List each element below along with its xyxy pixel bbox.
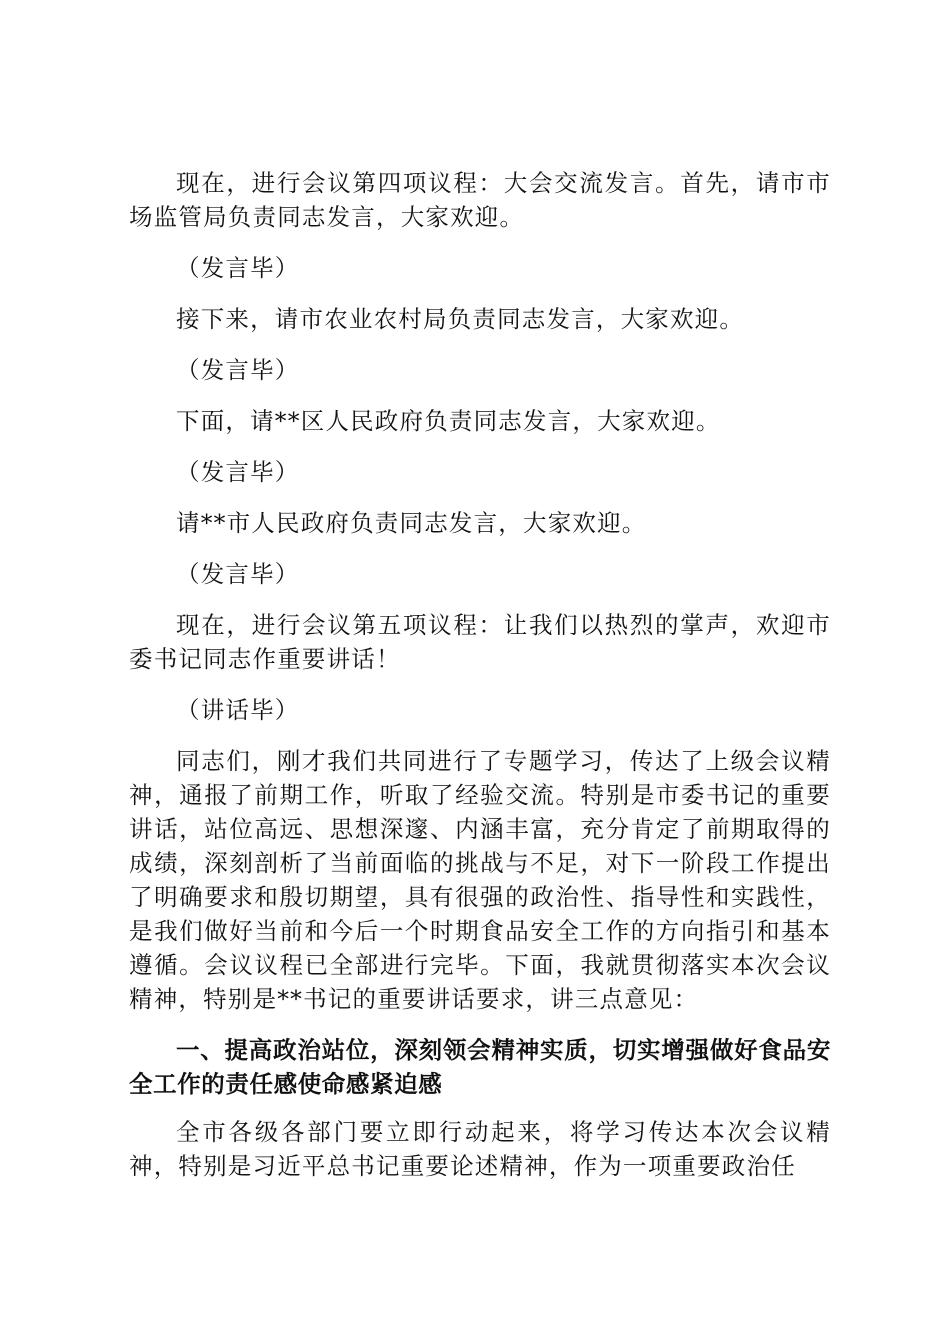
paragraph-agenda-five: 现在，进行会议第五项议程：让我们以热烈的掌声，欢迎市委书记同志作重要讲话！ bbox=[129, 611, 831, 673]
paragraph-summary: 同志们，刚才我们共同进行了专题学习，传达了上级会议精神，通报了前期工作，听取了经验交流。特别是市委书记的重要讲话，站位高远、思想深邃、内涵丰富，充分肯定了前期取得的成绩，深刻剖析了当前面临的挑战与不足，对下一阶段工作提出了明确要求和殷切期望，具有很强的政治性、指导性和实践性，是我们做好当前和今后一个时期食品安全工作的方向指引和基本遵循。会议议程已全部进行完毕。下面，我就贯彻落实本次会议精神，特别是**书记的重要讲话要求，讲三点意见： bbox=[129, 747, 831, 1013]
paragraph-speech-end-3: （发言毕） bbox=[176, 458, 300, 486]
paragraph-speech-end-2: （发言毕） bbox=[176, 356, 300, 384]
paragraph-city-government: 请**市人民政府负责同志发言，大家欢迎。 bbox=[176, 509, 647, 537]
paragraph-district-government: 下面，请**区人民政府负责同志发言，大家欢迎。 bbox=[176, 407, 721, 435]
paragraph-agriculture-bureau: 接下来，请市农业农村局负责同志发言，大家欢迎。 bbox=[176, 305, 745, 333]
paragraph-agenda-four: 现在，进行会议第四项议程：大会交流发言。首先，请市市场监管局负责同志发言，大家欢迎。 bbox=[129, 169, 831, 231]
paragraph-speech-end-1: （发言毕） bbox=[176, 254, 300, 282]
paragraph-talk-end: （讲话毕） bbox=[176, 696, 300, 724]
section-heading-one: 一、提高政治站位，深刻领会精神实质，切实增强做好食品安全工作的责任感使命感紧迫感 bbox=[129, 1036, 831, 1098]
paragraph-section-one-body: 全市各级各部门要立即行动起来，将学习传达本次会议精神，特别是习近平总书记重要论述精神，作为一项重要政治任 bbox=[129, 1118, 831, 1180]
document-page bbox=[129, 166, 831, 1183]
paragraph-speech-end-4: （发言毕） bbox=[176, 560, 300, 588]
